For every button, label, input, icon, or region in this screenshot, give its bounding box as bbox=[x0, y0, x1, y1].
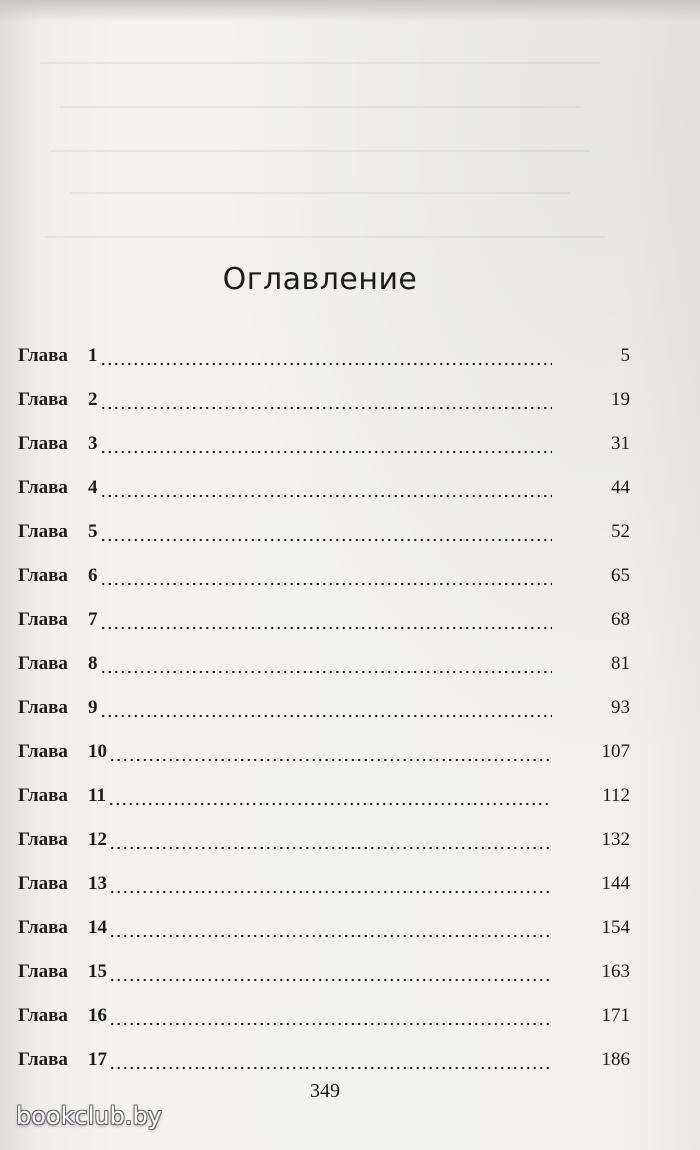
toc-page-number: 171 bbox=[601, 1005, 630, 1026]
chapter-number: 11 bbox=[88, 785, 106, 806]
chapter-word: Глава bbox=[18, 785, 68, 806]
chapter-number: 12 bbox=[88, 829, 107, 850]
toc-row bbox=[18, 686, 630, 730]
dot-leader bbox=[100, 406, 553, 410]
chapter-number: 1 bbox=[88, 345, 98, 366]
chapter-word: Глава bbox=[18, 829, 68, 850]
toc-page-number: 52 bbox=[611, 521, 630, 542]
toc-row bbox=[18, 378, 630, 422]
chapter-word: Глава bbox=[18, 521, 68, 542]
chapter-number: 5 bbox=[88, 521, 98, 542]
toc-page-number: 107 bbox=[601, 741, 630, 762]
dot-leader bbox=[109, 846, 552, 850]
dot-leader bbox=[100, 582, 553, 586]
toc-page-number: 186 bbox=[601, 1049, 630, 1070]
toc-page-number: 65 bbox=[611, 565, 630, 586]
dot-leader bbox=[100, 626, 553, 630]
show-through-line bbox=[60, 106, 580, 108]
toc-page-number: 93 bbox=[611, 697, 630, 718]
toc-row bbox=[18, 950, 630, 994]
toc-row bbox=[18, 906, 630, 950]
chapter-number: 3 bbox=[88, 433, 98, 454]
toc-row bbox=[18, 1038, 630, 1082]
show-through-line bbox=[50, 150, 590, 152]
toc-page-number: 5 bbox=[620, 345, 630, 366]
dot-leader bbox=[100, 714, 553, 718]
show-through-line bbox=[45, 236, 605, 238]
chapter-word: Глава bbox=[18, 1049, 68, 1070]
toc-row bbox=[18, 510, 630, 554]
chapter-word: Глава bbox=[18, 609, 68, 630]
toc-row bbox=[18, 642, 630, 686]
chapter-word: Глава bbox=[18, 389, 68, 410]
toc-row bbox=[18, 730, 630, 774]
chapter-number: 13 bbox=[88, 873, 107, 894]
chapter-word: Глава bbox=[18, 697, 68, 718]
toc-page-number: 144 bbox=[601, 873, 630, 894]
toc-page-number: 154 bbox=[601, 917, 630, 938]
chapter-word: Глава bbox=[18, 653, 68, 674]
chapter-number: 4 bbox=[88, 477, 98, 498]
toc-page-number: 19 bbox=[611, 389, 630, 410]
chapter-number: 16 bbox=[88, 1005, 107, 1026]
toc-page-number: 44 bbox=[611, 477, 630, 498]
chapter-word: Глава bbox=[18, 741, 68, 762]
chapter-number: 15 bbox=[88, 961, 107, 982]
page-number: 349 bbox=[310, 1080, 340, 1102]
toc-row bbox=[18, 422, 630, 466]
toc-row bbox=[18, 994, 630, 1038]
chapter-word: Глава bbox=[18, 917, 68, 938]
chapter-number: 8 bbox=[88, 653, 98, 674]
chapter-number: 7 bbox=[88, 609, 98, 630]
toc-page-number: 81 bbox=[611, 653, 630, 674]
chapter-number: 17 bbox=[88, 1049, 107, 1070]
dot-leader bbox=[109, 934, 552, 938]
toc-page-number: 68 bbox=[611, 609, 630, 630]
dot-leader bbox=[100, 362, 553, 366]
show-through-line bbox=[40, 62, 600, 64]
toc-page-number: 132 bbox=[601, 829, 630, 850]
toc-row bbox=[18, 862, 630, 906]
show-through-line bbox=[70, 192, 570, 194]
toc-page-number: 112 bbox=[602, 785, 630, 806]
toc-row bbox=[18, 466, 630, 510]
toc-row bbox=[18, 334, 630, 378]
dot-leader bbox=[100, 670, 553, 674]
toc-row bbox=[18, 554, 630, 598]
dot-leader bbox=[100, 494, 553, 498]
chapter-word: Глава bbox=[18, 1005, 68, 1026]
dot-leader bbox=[109, 978, 552, 982]
dot-leader bbox=[109, 758, 552, 762]
toc-row bbox=[18, 598, 630, 642]
page-title: Оглавление bbox=[222, 262, 418, 297]
toc-page-number: 31 bbox=[611, 433, 630, 454]
dot-leader bbox=[108, 802, 552, 806]
dot-leader bbox=[109, 1066, 552, 1070]
page-edge-shadow bbox=[0, 0, 700, 22]
chapter-number: 14 bbox=[88, 917, 107, 938]
toc-row bbox=[18, 818, 630, 862]
chapter-word: Глава bbox=[18, 477, 68, 498]
toc-row bbox=[18, 774, 630, 818]
dot-leader bbox=[109, 890, 552, 894]
chapter-number: 10 bbox=[88, 741, 107, 762]
chapter-number: 2 bbox=[88, 389, 98, 410]
dot-leader bbox=[109, 1022, 552, 1026]
dot-leader bbox=[100, 538, 553, 542]
chapter-word: Глава bbox=[18, 345, 68, 366]
table-of-contents bbox=[18, 334, 630, 1082]
toc-page-number: 163 bbox=[601, 961, 630, 982]
chapter-number: 6 bbox=[88, 565, 98, 586]
chapter-word: Глава bbox=[18, 565, 68, 586]
dot-leader bbox=[100, 450, 553, 454]
chapter-word: Глава bbox=[18, 873, 68, 894]
chapter-number: 9 bbox=[88, 697, 98, 718]
chapter-word: Глава bbox=[18, 961, 68, 982]
watermark: bookclub.by bbox=[16, 1102, 162, 1130]
chapter-word: Глава bbox=[18, 433, 68, 454]
